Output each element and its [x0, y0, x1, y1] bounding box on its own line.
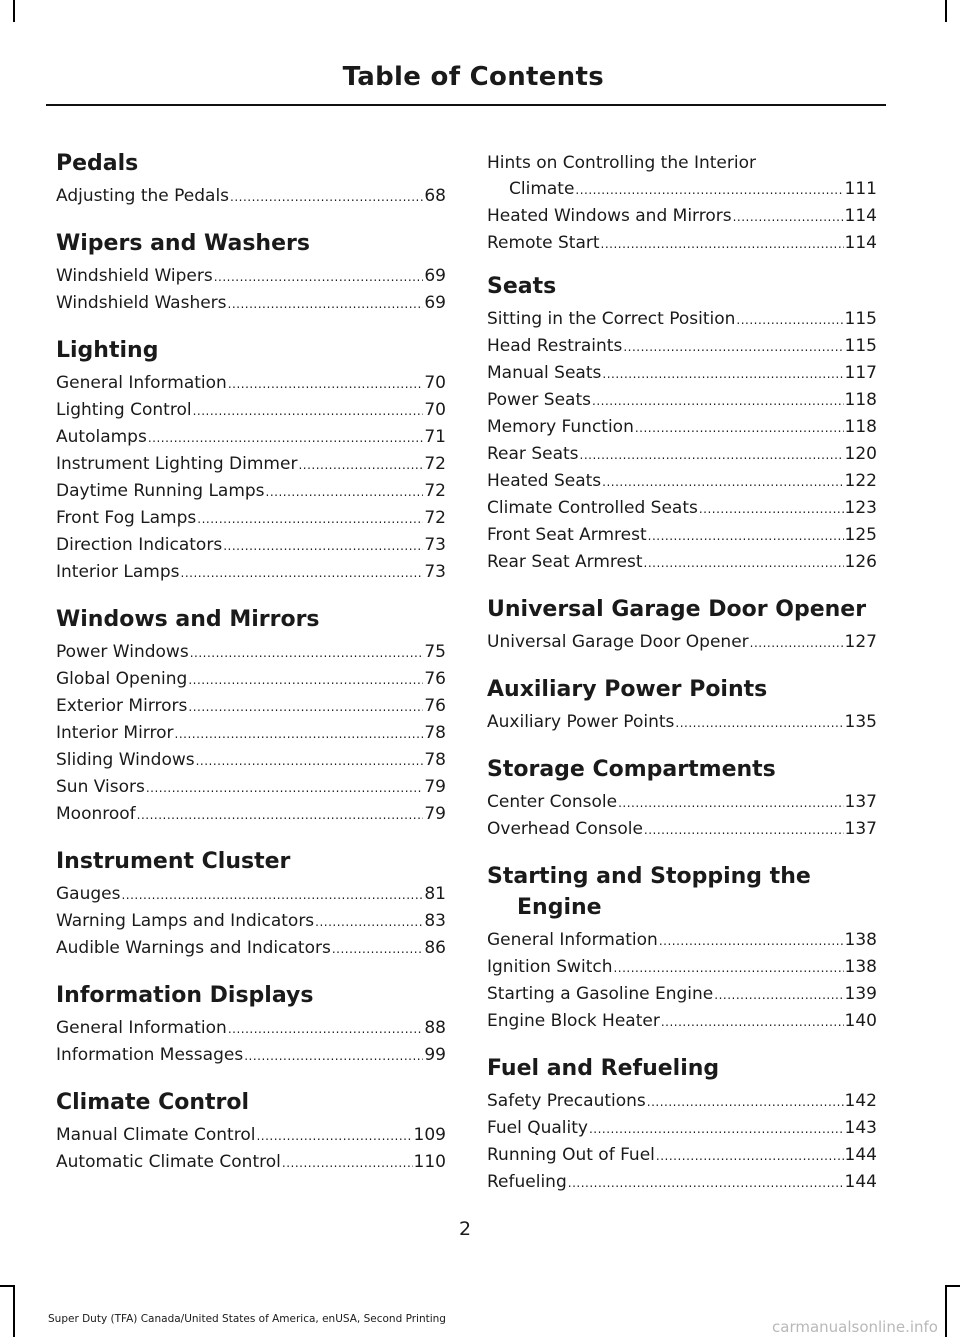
toc-entry[interactable]	[487, 150, 877, 203]
toc-entry[interactable]	[487, 333, 877, 360]
toc-entry-label: Manual Seats	[487, 363, 602, 383]
toc-entry-label: Remote Start	[487, 233, 600, 253]
crop-mark-bottom-left-v	[13, 1285, 15, 1337]
toc-entry-page: 111	[844, 179, 877, 199]
toc-entry-label: Interior Lamps	[56, 562, 180, 582]
toc-entry[interactable]	[487, 927, 877, 954]
toc-entry-page: 81	[424, 884, 446, 904]
toc-section	[487, 754, 877, 843]
toc-entry-label: Sun Visors	[56, 777, 145, 797]
toc-entry-list	[56, 881, 446, 962]
crop-mark-top-left-v	[13, 0, 15, 22]
toc-entry-label: Refueling	[487, 1172, 567, 1192]
toc-entry[interactable]	[487, 1088, 877, 1115]
dot-leader	[230, 184, 423, 210]
toc-entry-label: Heated Seats	[487, 471, 602, 491]
toc-entry-page: 142	[844, 1091, 877, 1111]
toc-entry[interactable]	[487, 1115, 877, 1142]
toc-entry-page: 73	[424, 562, 446, 582]
toc-entry-label: Windshield Wipers	[56, 266, 213, 286]
toc-entry-page: 115	[844, 336, 877, 356]
dot-leader	[190, 640, 424, 666]
toc-section-title[interactable]: Wipers and Washers	[56, 231, 310, 256]
toc-section-title[interactable]: Information Displays	[56, 983, 314, 1008]
dot-leader	[750, 630, 844, 656]
dot-leader	[256, 1123, 412, 1149]
toc-entry-label: Rear Seat Armrest	[487, 552, 643, 572]
toc-section-title[interactable]: Instrument Cluster	[56, 849, 291, 874]
toc-entry-label: Interior Mirror	[56, 723, 174, 743]
header-rule	[46, 104, 886, 106]
toc-entry[interactable]	[56, 801, 446, 828]
toc-section	[56, 604, 446, 828]
toc-right-column	[487, 150, 877, 1214]
toc-entry[interactable]	[487, 709, 877, 736]
dot-leader	[196, 748, 424, 774]
toc-entry-page: 72	[424, 481, 446, 501]
toc-entry[interactable]	[56, 424, 446, 451]
dot-leader	[635, 415, 844, 441]
toc-entry-label: Automatic Climate Control	[56, 1152, 281, 1172]
toc-entry-page: 118	[844, 417, 877, 437]
dot-leader	[228, 291, 424, 317]
toc-entry-label: Universal Garage Door Opener	[487, 632, 749, 652]
toc-entry-label: Direction Indicators	[56, 535, 223, 555]
toc-entry[interactable]	[487, 522, 877, 549]
toc-entry[interactable]	[487, 360, 877, 387]
dot-leader	[580, 442, 844, 468]
toc-entry-list	[487, 629, 877, 656]
toc-entry-page: 70	[424, 373, 446, 393]
toc-entry-label: Ignition Switch	[487, 957, 613, 977]
dot-leader	[602, 469, 843, 495]
toc-entry[interactable]	[487, 414, 877, 441]
toc-section-title[interactable]: Starting and Stopping the Engine	[487, 864, 811, 920]
dot-leader	[121, 882, 423, 908]
dot-leader	[137, 802, 424, 828]
toc-entry[interactable]	[487, 954, 877, 981]
toc-section-title[interactable]: Universal Garage Door Opener	[487, 597, 867, 622]
toc-entry-label: Front Fog Lamps	[56, 508, 197, 528]
toc-entry[interactable]	[56, 1149, 446, 1176]
toc-section	[487, 861, 877, 1035]
toc-entry-page: 117	[844, 363, 877, 383]
crop-mark-top-right-v	[945, 0, 947, 22]
toc-entry-page: 143	[844, 1118, 877, 1138]
toc-entry-label: Memory Function	[487, 417, 634, 437]
toc-entry[interactable]	[56, 720, 446, 747]
toc-entry[interactable]	[487, 495, 877, 522]
toc-entry[interactable]	[487, 629, 877, 656]
toc-entry-page: 144	[844, 1145, 877, 1165]
toc-section	[487, 271, 877, 576]
dot-leader	[193, 398, 424, 424]
toc-entry-label: Front Seat Armrest	[487, 525, 647, 545]
toc-entry-page: 114	[844, 206, 877, 226]
toc-entry[interactable]	[56, 747, 446, 774]
dot-leader	[146, 775, 424, 801]
dot-leader	[188, 694, 423, 720]
toc-entry-page: 73	[424, 535, 446, 555]
toc-entry-page: 139	[844, 984, 877, 1004]
toc-section	[487, 674, 877, 736]
toc-entry-label: Moonroof	[56, 804, 136, 824]
toc-entry[interactable]	[487, 306, 877, 333]
toc-section-title[interactable]: Pedals	[56, 151, 139, 176]
toc-entry-page: 78	[424, 723, 446, 743]
crop-mark-bottom-left-h	[0, 1285, 15, 1287]
page-number: 2	[458, 1218, 472, 1240]
toc-entry-label: Running Out of Fuel	[487, 1145, 655, 1165]
toc-entry-list	[56, 263, 446, 317]
toc-entry[interactable]	[56, 774, 446, 801]
toc-entry[interactable]	[487, 1142, 877, 1169]
toc-entry-label: Gauges	[56, 884, 121, 904]
toc-section	[56, 148, 446, 210]
toc-section	[487, 1053, 877, 1196]
dot-leader	[656, 1143, 844, 1169]
toc-entry-label: General Information	[56, 373, 227, 393]
watermark: carmanualsonline.info	[772, 1318, 938, 1336]
dot-leader	[175, 721, 424, 747]
dot-leader	[188, 667, 423, 693]
dot-leader	[613, 955, 843, 981]
toc-entry-page: 72	[424, 508, 446, 528]
footer-print-info: Super Duty (TFA) Canada/United States of America, enUSA, Second Printing	[48, 1313, 446, 1325]
toc-entry-label: Instrument Lighting Dimmer	[56, 454, 298, 474]
toc-entry-label: Rear Seats	[487, 444, 579, 464]
toc-entry-page: 114	[844, 233, 877, 253]
toc-entry-page: 138	[844, 930, 877, 950]
toc-entry-page: 125	[844, 525, 877, 545]
toc-entry-label: Sitting in the Correct Position	[487, 309, 736, 329]
toc-entry-label: Windshield Washers	[56, 293, 227, 313]
toc-entry-page: 86	[424, 938, 446, 958]
toc-entry-label-cont: Climate	[509, 179, 575, 199]
toc-entry-page: 83	[424, 911, 446, 931]
toc-entry[interactable]	[56, 451, 446, 478]
toc-entry-page: 120	[844, 444, 877, 464]
dot-leader	[602, 361, 843, 387]
toc-entry-page: 79	[424, 777, 446, 797]
toc-entry-list	[487, 927, 877, 1035]
toc-section	[56, 846, 446, 962]
dot-leader	[244, 1043, 423, 1069]
toc-entry[interactable]	[56, 532, 446, 559]
toc-entry[interactable]	[487, 203, 877, 230]
toc-entry-page: 76	[424, 669, 446, 689]
toc-entry-page: 122	[844, 471, 877, 491]
toc-section	[56, 980, 446, 1069]
toc-entry[interactable]	[56, 397, 446, 424]
toc-entry-label: Heated Windows and Mirrors	[487, 206, 732, 226]
toc-entry-label: General Information	[56, 1018, 227, 1038]
toc-entry-page: 79	[424, 804, 446, 824]
toc-entry[interactable]	[487, 230, 877, 257]
toc-entry-list	[487, 1088, 877, 1196]
toc-entry-page: 71	[424, 427, 446, 447]
toc-entry[interactable]	[56, 370, 446, 397]
toc-entry-page: 127	[844, 632, 877, 652]
toc-section-title[interactable]: Auxiliary Power Points	[487, 677, 768, 702]
toc-entry-page: 109	[413, 1125, 446, 1145]
toc-entry[interactable]	[487, 1008, 877, 1035]
toc-entry-list	[56, 1122, 446, 1176]
toc-entry[interactable]	[56, 693, 446, 720]
toc-section-title[interactable]: Lighting	[56, 338, 159, 363]
toc-entry-list	[56, 183, 446, 210]
dot-leader	[181, 560, 424, 586]
toc-entry[interactable]	[56, 908, 446, 935]
toc-entry-label: Autolamps	[56, 427, 147, 447]
toc-section	[56, 228, 446, 317]
toc-entry-page: 115	[844, 309, 877, 329]
toc-entry-page: 69	[424, 266, 446, 286]
toc-entry[interactable]	[56, 290, 446, 317]
toc-entry-page: 138	[844, 957, 877, 977]
toc-entry-label: Exterior Mirrors	[56, 696, 188, 716]
toc-entry-page: 78	[424, 750, 446, 770]
toc-section	[487, 594, 877, 656]
dot-leader	[659, 928, 844, 954]
toc-entry-page: 76	[424, 696, 446, 716]
toc-entry-list	[56, 639, 446, 828]
toc-entry[interactable]	[56, 639, 446, 666]
toc-entry[interactable]	[487, 441, 877, 468]
dot-leader	[644, 817, 844, 843]
toc-entry-label: Global Opening	[56, 669, 188, 689]
toc-section-title[interactable]: Storage Compartments	[487, 757, 776, 782]
dot-leader	[332, 936, 424, 962]
toc-entry[interactable]	[56, 183, 446, 210]
toc-entry-page: 110	[413, 1152, 446, 1172]
toc-entry[interactable]	[56, 559, 446, 586]
toc-entry-label: Power Seats	[487, 390, 591, 410]
toc-entry-page: 88	[424, 1018, 446, 1038]
page-title: Table of Contents	[342, 62, 604, 92]
toc-entry-label: Overhead Console	[487, 819, 643, 839]
crop-mark-bottom-right-h	[945, 1285, 960, 1287]
toc-entry-label: Information Messages	[56, 1045, 244, 1065]
toc-entry-list	[56, 1015, 446, 1069]
dot-leader	[282, 1150, 413, 1176]
toc-entry-label: Fuel Quality	[487, 1118, 588, 1138]
toc-entry[interactable]	[487, 549, 877, 576]
toc-entry-label: Auxiliary Power Points	[487, 712, 675, 732]
dot-leader	[197, 506, 423, 532]
toc-entry-page: 99	[424, 1045, 446, 1065]
toc-entry[interactable]	[487, 789, 877, 816]
toc-entry-label: Warning Lamps and Indicators	[56, 911, 315, 931]
toc-entry-list	[487, 789, 877, 843]
toc-left-column	[56, 148, 446, 1194]
toc-entry-label: Power Windows	[56, 642, 189, 662]
toc-entry-label: Engine Block Heater	[487, 1011, 660, 1031]
toc-entry[interactable]	[56, 505, 446, 532]
dot-leader	[644, 550, 844, 576]
toc-entry-page: 135	[844, 712, 877, 732]
toc-entry[interactable]	[56, 1042, 446, 1069]
toc-entry-label: Starting a Gasoline Engine	[487, 984, 714, 1004]
dot-leader	[315, 909, 423, 935]
toc-entry[interactable]	[56, 935, 446, 962]
dot-leader	[223, 533, 423, 559]
dot-leader	[714, 982, 843, 1008]
toc-continued-entries	[487, 150, 877, 257]
toc-entry-page: 70	[424, 400, 446, 420]
toc-entry[interactable]	[56, 881, 446, 908]
dot-leader	[298, 452, 423, 478]
dot-leader	[733, 204, 844, 230]
toc-entry-page: 69	[424, 293, 446, 313]
toc-entry-list	[487, 306, 877, 576]
dot-leader	[592, 388, 844, 414]
dot-leader	[601, 231, 844, 257]
toc-entry-page: 140	[844, 1011, 877, 1031]
dot-leader	[228, 371, 424, 397]
dot-leader	[661, 1009, 844, 1035]
toc-entry-list	[487, 709, 877, 736]
toc-entry-label: Manual Climate Control	[56, 1125, 256, 1145]
toc-entry-label: Audible Warnings and Indicators	[56, 938, 331, 958]
toc-entry-list	[56, 370, 446, 586]
toc-entry-label: Center Console	[487, 792, 618, 812]
toc-entry-page: 123	[844, 498, 877, 518]
dot-leader	[214, 264, 424, 290]
toc-entry[interactable]	[487, 1169, 877, 1196]
toc-entry-page: 137	[844, 792, 877, 812]
toc-entry[interactable]	[487, 387, 877, 414]
toc-entry[interactable]	[56, 263, 446, 290]
toc-entry[interactable]	[56, 1015, 446, 1042]
toc-entry[interactable]	[487, 981, 877, 1008]
toc-entry-label: Daytime Running Lamps	[56, 481, 265, 501]
toc-entry-label: Lighting Control	[56, 400, 192, 420]
dot-leader	[699, 496, 844, 522]
toc-section-title[interactable]: Climate Control	[56, 1090, 250, 1115]
dot-leader	[648, 523, 844, 549]
dot-leader	[736, 307, 843, 333]
toc-entry-label: Adjusting the Pedals	[56, 186, 230, 206]
toc-entry-page: 75	[424, 642, 446, 662]
toc-section-title[interactable]: Seats	[487, 274, 557, 299]
toc-entry[interactable]	[487, 468, 877, 495]
toc-entry-page: 126	[844, 552, 877, 572]
toc-entry-label: General Information	[487, 930, 658, 950]
crop-mark-bottom-right-v	[945, 1285, 947, 1337]
dot-leader	[675, 710, 843, 736]
toc-entry[interactable]	[56, 1122, 446, 1149]
dot-leader	[618, 790, 843, 816]
dot-leader	[568, 1170, 844, 1196]
toc-section	[56, 1087, 446, 1176]
dot-leader	[589, 1116, 844, 1142]
toc-entry-page: 144	[844, 1172, 877, 1192]
dot-leader	[647, 1089, 844, 1115]
toc-entry-label: Sliding Windows	[56, 750, 195, 770]
dot-leader	[575, 177, 843, 203]
toc-entry[interactable]	[56, 666, 446, 693]
toc-entry-label: Safety Precautions	[487, 1091, 646, 1111]
toc-entry-page: 137	[844, 819, 877, 839]
dot-leader	[266, 479, 424, 505]
dot-leader	[148, 425, 424, 451]
toc-entry-page: 72	[424, 454, 446, 474]
toc-entry-page: 68	[424, 186, 446, 206]
toc-section-title[interactable]: Fuel and Refueling	[487, 1056, 720, 1081]
toc-entry[interactable]	[56, 478, 446, 505]
dot-leader	[228, 1016, 424, 1042]
dot-leader	[623, 334, 843, 360]
toc-entry-label: Head Restraints	[487, 336, 623, 356]
toc-entry[interactable]	[487, 816, 877, 843]
toc-entry-label: Climate Controlled Seats	[487, 498, 698, 518]
toc-entry-page: 118	[844, 390, 877, 410]
toc-section	[56, 335, 446, 586]
toc-entry-label: Hints on Controlling the Interior	[487, 153, 756, 173]
toc-section-title[interactable]: Windows and Mirrors	[56, 607, 320, 632]
